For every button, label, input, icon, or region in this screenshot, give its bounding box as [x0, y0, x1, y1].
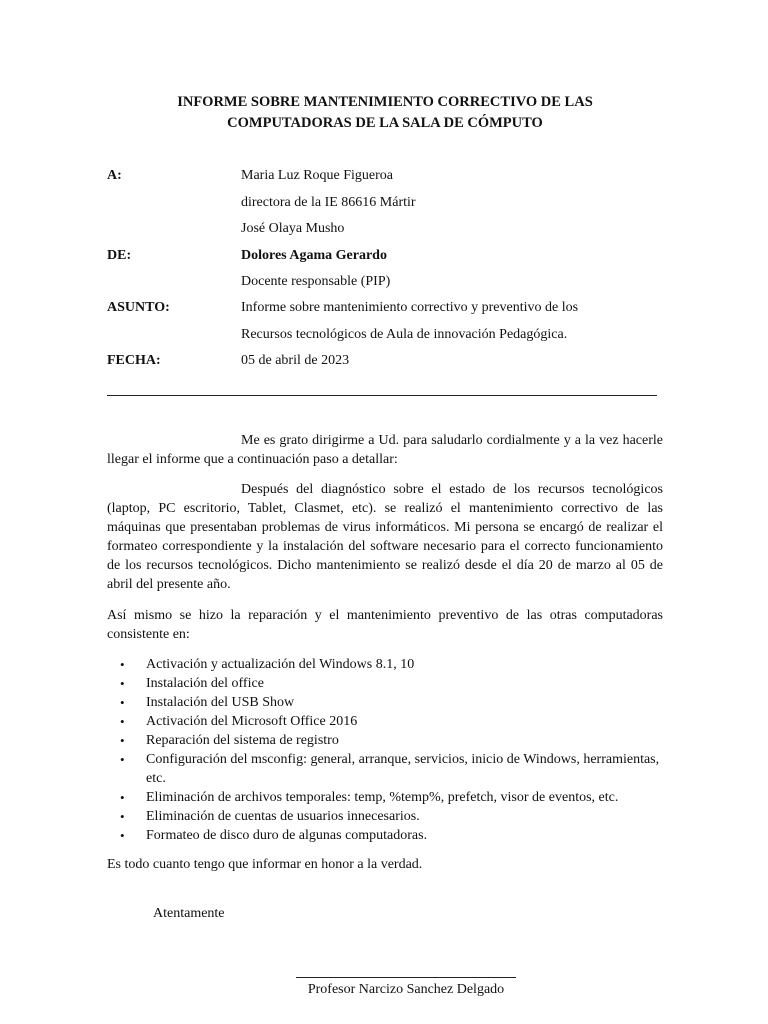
header-subject-row-2 — [107, 325, 663, 346]
document-title — [107, 92, 663, 134]
list-item: • Instalación del office — [120, 676, 264, 691]
bullet-marker: • — [120, 733, 125, 748]
subject-line-1: Informe sobre mantenimiento correctivo y preventivo de los — [241, 300, 579, 315]
list-item: • Formateo de disco duro de algunas computadoras. — [120, 828, 428, 843]
list-item: • Configuración del msconfig: general, arranque, servicios, inicio de Windows, herramientas, etc. — [120, 752, 660, 786]
from-role: Docente responsable (PIP) — [241, 274, 391, 289]
closing-salutation: Atentamente — [153, 906, 225, 921]
bullet-marker: • — [120, 714, 125, 729]
list-item: • Reparación del sistema de registro — [120, 733, 339, 748]
subject-line-2: Recursos tecnológicos de Aula de innovación Pedagógica. — [241, 327, 568, 342]
paragraph-greeting: Me es grato dirigirme a Ud. para saludarlo cordialmente y a la vez hacerle llegar el informe que a continuación paso a detallar: — [107, 433, 663, 467]
bullet-marker: • — [120, 676, 125, 691]
header-to-row-1 — [107, 166, 663, 187]
list-item: • Activación del Microsoft Office 2016 — [120, 714, 358, 729]
list-item: • Eliminación de archivos temporales: temp, %temp%, prefetch, visor de eventos, etc. — [120, 790, 619, 805]
date-value: 05 de abril de 2023 — [241, 353, 350, 368]
bullet-marker: • — [120, 809, 125, 824]
header-from-row-2 — [107, 272, 663, 293]
list-item: • Eliminación de cuentas de usuarios innecesarios. — [120, 809, 420, 824]
bullet-marker: • — [120, 790, 125, 805]
header-date-row — [107, 351, 663, 372]
paragraph-preventive: Así mismo se hizo la reparación y el mantenimiento preventivo de las otras computadoras consistente en: — [107, 608, 663, 642]
header-from-row-1 — [107, 246, 663, 267]
paragraph-diagnosis: Después del diagnóstico sobre el estado de los recursos tecnológicos (laptop, PC escritorio, Tablet, Clasmet, etc). se realizó el mantenimiento correctivo de las máquinas que presentaban problemas de virus informáticos. Mi persona se encargó de realizar el formateo correspondiente y la instalación del software necesario para el correcto funcionamiento de los recursos tecnológicos. Dicho mantenimiento se realizó desde el día 20 de marzo al 05 de abril del presente año. — [107, 482, 663, 592]
header-subject-row-1 — [107, 298, 663, 319]
signature-name: Profesor Narcizo Sanchez Delgado — [307, 982, 505, 997]
to-school: José Olaya Musho — [241, 221, 345, 236]
to-name: Maria Luz Roque Figueroa — [241, 168, 394, 183]
title-line-1: INFORME SOBRE MANTENIMIENTO CORRECTIVO DE LAS — [177, 94, 593, 110]
list-item: • Instalación del USB Show — [120, 695, 295, 710]
header-divider — [107, 395, 657, 396]
subject-label: ASUNTO: — [107, 300, 170, 315]
signature-line — [296, 977, 516, 978]
header-to-row-3 — [107, 219, 663, 240]
paragraph-conclusion: Es todo cuanto tengo que informar en honor a la verdad. — [107, 857, 423, 872]
maintenance-list — [107, 655, 663, 845]
date-label: FECHA: — [107, 353, 161, 368]
from-label: DE: — [107, 248, 132, 263]
from-name: Dolores Agama Gerardo — [241, 248, 387, 263]
to-label: A: — [107, 168, 122, 183]
bullet-marker: • — [120, 752, 125, 767]
title-line-2: COMPUTADORAS DE LA SALA DE CÓMPUTO — [227, 115, 543, 131]
to-position: directora de la IE 86616 Mártir — [241, 195, 416, 210]
list-item: • Activación y actualización del Windows 8.1, 10 — [120, 657, 415, 672]
header-to-row-2 — [107, 193, 663, 214]
bullet-marker: • — [120, 828, 125, 843]
bullet-marker: • — [120, 695, 125, 710]
bullet-marker: • — [120, 657, 125, 672]
